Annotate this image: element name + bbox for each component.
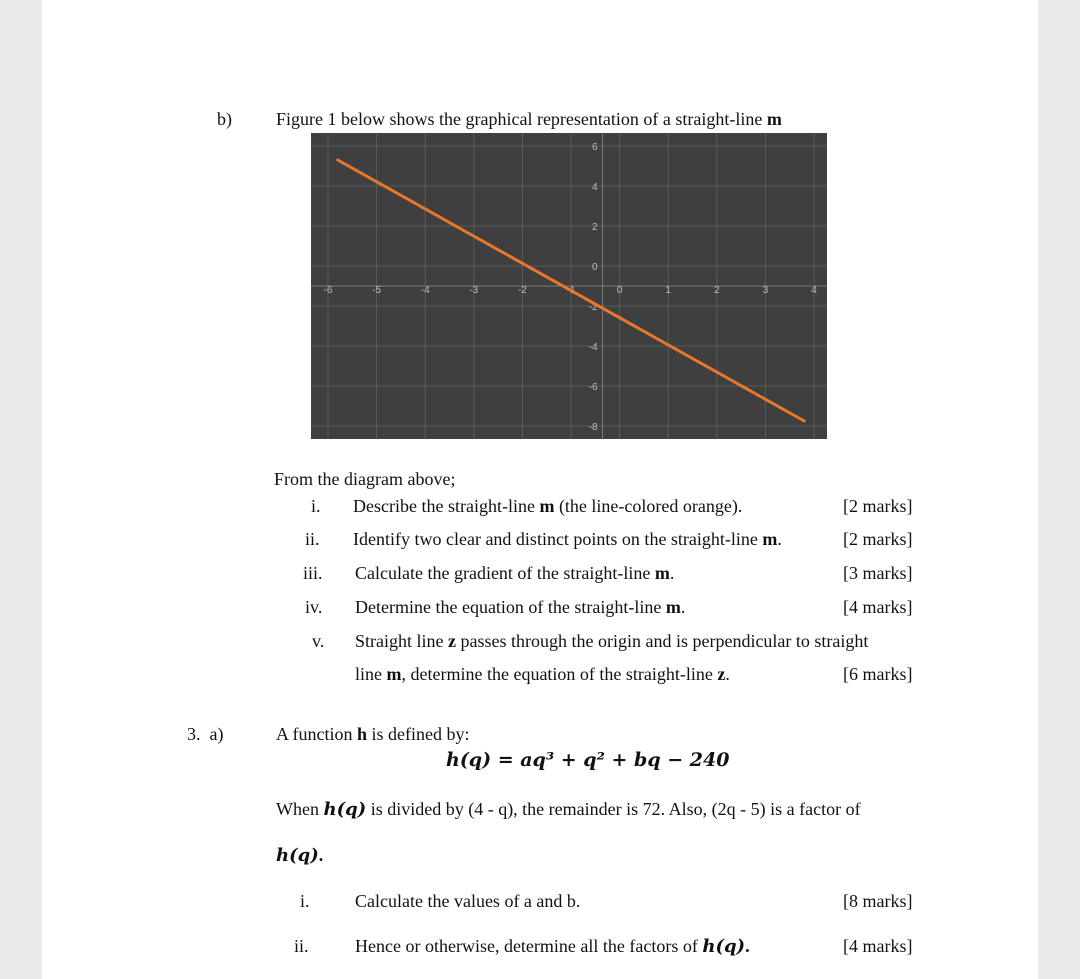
section-3a-intro: A function h is defined by: [276, 724, 470, 744]
question-b-iv-text: Determine the equation of the straight-line m. [355, 597, 686, 617]
y-tick-label: 4 [592, 182, 598, 193]
x-tick-label: -4 [420, 285, 430, 296]
x-tick-label: 3 [762, 285, 769, 296]
x-tick-label: -1 [566, 285, 576, 296]
y-tick-label: 6 [592, 142, 598, 153]
question-3a-ii-text: Hence or otherwise, determine all the factors of h(q). [355, 936, 750, 957]
question-b-v-number: v. [312, 631, 325, 651]
question-b-iv-number: iv. [305, 597, 323, 617]
document-page [42, 0, 1038, 979]
x-tick-label: 2 [714, 285, 720, 296]
section-3a-label: 3. a) [187, 724, 224, 744]
y-tick-label: 2 [592, 222, 598, 233]
question-b-i-number: i. [311, 496, 321, 516]
function-equation: h(q) = aq³ + q² + bq − 240 [446, 749, 730, 771]
question-b-iii-marks: [3 marks] [843, 563, 913, 583]
question-b-v-line2: line m, determine the equation of the straight-line z. [355, 664, 730, 684]
y-tick-label: -4 [588, 342, 598, 353]
x-tick-label: 0 [616, 285, 623, 296]
question-3a-i-text: Calculate the values of a and b. [355, 891, 581, 911]
question-3a-ii-number: ii. [294, 936, 309, 956]
section-b-intro: Figure 1 below shows the graphical representation of a straight-line m [276, 109, 782, 129]
question-3a-i-marks: [8 marks] [843, 891, 913, 911]
question-b-iii-text: Calculate the gradient of the straight-line m. [355, 563, 675, 583]
from-diagram-text: From the diagram above; [274, 469, 456, 489]
figure-1-chart [311, 133, 827, 439]
question-b-ii-number: ii. [305, 529, 320, 549]
question-b-ii-text: Identify two clear and distinct points on the straight-line m. [353, 529, 782, 549]
x-tick-label: -6 [323, 285, 333, 296]
question-3a-ii-marks: [4 marks] [843, 936, 913, 956]
question-b-v-line1: Straight line z passes through the origin and is perpendicular to straight [355, 631, 869, 651]
question-b-ii-marks: [2 marks] [843, 529, 913, 549]
question-b-v-marks: [6 marks] [843, 664, 913, 684]
y-tick-label: -6 [588, 382, 598, 393]
x-tick-label: 1 [665, 285, 671, 296]
x-tick-label: -2 [517, 285, 527, 296]
x-tick-label: -3 [469, 285, 479, 296]
question-b-iii-number: iii. [303, 563, 323, 583]
x-tick-label: 4 [811, 285, 817, 296]
question-b-i-marks: [2 marks] [843, 496, 913, 516]
question-b-iv-marks: [4 marks] [843, 597, 913, 617]
remainder-condition-line1: When h(q) is divided by (4 - q), the remainder is 72. Also, (2q - 5) is a factor of [276, 799, 861, 820]
question-3a-i-number: i. [300, 891, 310, 911]
section-b-label: b) [217, 109, 232, 129]
x-tick-label: -5 [372, 285, 382, 296]
y-tick-label: -8 [588, 422, 598, 433]
question-b-i-text: Describe the straight-line m (the line-colored orange). [353, 496, 743, 516]
y-tick-label: -2 [588, 302, 598, 313]
remainder-condition-line2: h(q). [276, 845, 324, 866]
y-tick-label: 0 [592, 262, 598, 273]
